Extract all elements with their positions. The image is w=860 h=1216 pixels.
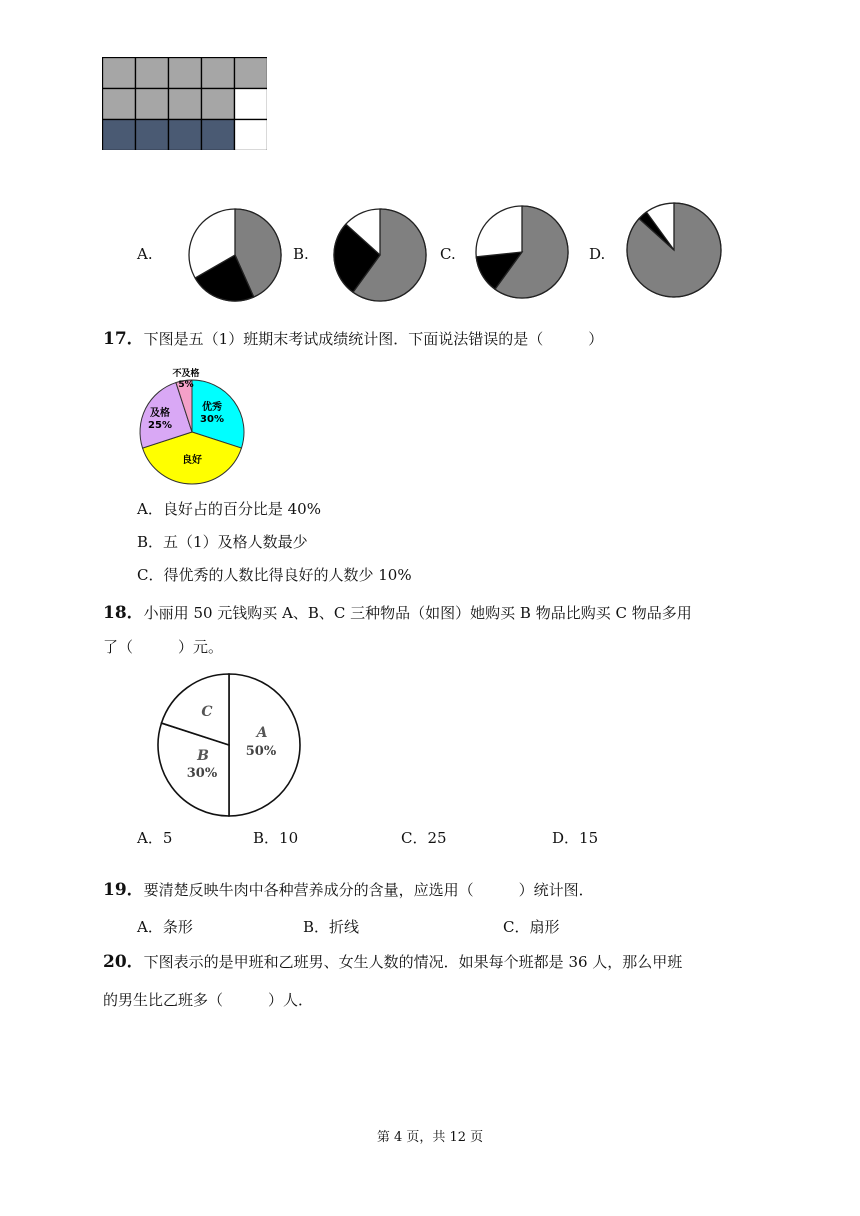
q20-stem-line2: 的男生比乙班多（ ）人． [103, 991, 314, 1009]
grid-cell-dark [103, 120, 136, 151]
q18-label-a-pct: 50% [245, 744, 277, 759]
q16-option-a-label[interactable]: A. [137, 245, 153, 263]
q18-stem-line2: 了（ ）元。 [103, 638, 224, 656]
grid-cell-dark [136, 120, 169, 151]
grid-cell-white [235, 120, 268, 151]
q18-label-c: C [201, 704, 213, 720]
q20-number: 20． [103, 952, 144, 972]
q16-option-c-label[interactable]: C. [440, 245, 456, 263]
q17-text: 下图是五（1）班期末考试成绩统计图．下面说法错误的是（ ） [143, 330, 604, 348]
q18-option-d[interactable]: D．15 [552, 829, 599, 847]
q19-option-a[interactable]: A．条形 [137, 918, 193, 936]
q16-option-b-pie[interactable] [332, 207, 428, 303]
grid-cell-gray [103, 89, 136, 120]
q16-option-c-pie[interactable] [474, 204, 570, 300]
q17-option-b[interactable]: B．五（1）及格人数最少 [137, 533, 308, 551]
q18-option-b[interactable]: B．10 [253, 829, 299, 847]
grid-cell-gray [103, 58, 136, 89]
q17-grade-pie-chart [132, 364, 252, 489]
grid-cell-gray [169, 89, 202, 120]
grid-cell-gray [202, 58, 235, 89]
fraction-grid-figure [102, 57, 267, 150]
q17-label-good: 良好 [182, 455, 202, 466]
q17-label-fail-pct: 5% [178, 380, 194, 390]
q18-option-a[interactable]: A．5 [137, 829, 173, 847]
q19-number: 19． [103, 880, 144, 900]
q16-option-a-pie[interactable] [187, 207, 283, 303]
grid-cell-gray [202, 89, 235, 120]
q16-option-d-pie[interactable] [625, 201, 723, 299]
q17-stem [103, 328, 603, 350]
q16-option-d-label[interactable]: D. [589, 245, 606, 263]
q19-stem [103, 879, 594, 901]
q18-stem-line1 [103, 602, 692, 624]
q17-label-pass-pct: 25% [148, 420, 172, 431]
q19-option-b[interactable]: B．折线 [303, 918, 360, 936]
q18-label-b-pct: 30% [186, 766, 218, 781]
q17-label-pass: 及格 [150, 408, 170, 419]
q18-number: 18． [103, 603, 144, 623]
grid-cell-white [235, 89, 268, 120]
q17-option-a[interactable]: A．良好占的百分比是 40% [137, 500, 321, 518]
q17-option-c[interactable]: C．得优秀的人数比得良好的人数少 10% [137, 566, 412, 584]
q17-label-excellent: 优秀 [202, 402, 222, 413]
q17-label-excellent-pct: 30% [200, 414, 224, 425]
q18-label-b: B [197, 748, 209, 764]
grid-cell-gray [169, 58, 202, 89]
grid-cell-dark [202, 120, 235, 151]
q19-text: 要清楚反映牛肉中各种营养成分的含量，应选用（ ）统计图． [143, 881, 594, 899]
q20-stem-line1 [103, 951, 682, 973]
grid-cell-gray [136, 89, 169, 120]
q18-option-c[interactable]: C．25 [401, 829, 447, 847]
grid-cell-gray [136, 58, 169, 89]
grid-cell-dark [169, 120, 202, 151]
q18-text-line1: 小丽用 50 元钱购买 A、B、C 三种物品（如图）她购买 B 物品比购买 C 物品多用 [143, 604, 692, 622]
page-footer: 第 4 页，共 12 页 [376, 1130, 484, 1145]
q16-option-b-label[interactable]: B. [293, 245, 309, 263]
q17-number: 17． [103, 329, 144, 349]
q18-purchase-pie-chart [155, 671, 303, 819]
q20-text-line1: 下图表示的是甲班和乙班男、女生人数的情况．如果每个班都是 36 人，那么甲班 [143, 953, 683, 971]
q17-label-fail: 不及格 [172, 369, 200, 379]
grid-cell-gray [235, 58, 268, 89]
q19-option-c[interactable]: C．扇形 [503, 918, 560, 936]
q18-label-a: A [256, 725, 268, 741]
